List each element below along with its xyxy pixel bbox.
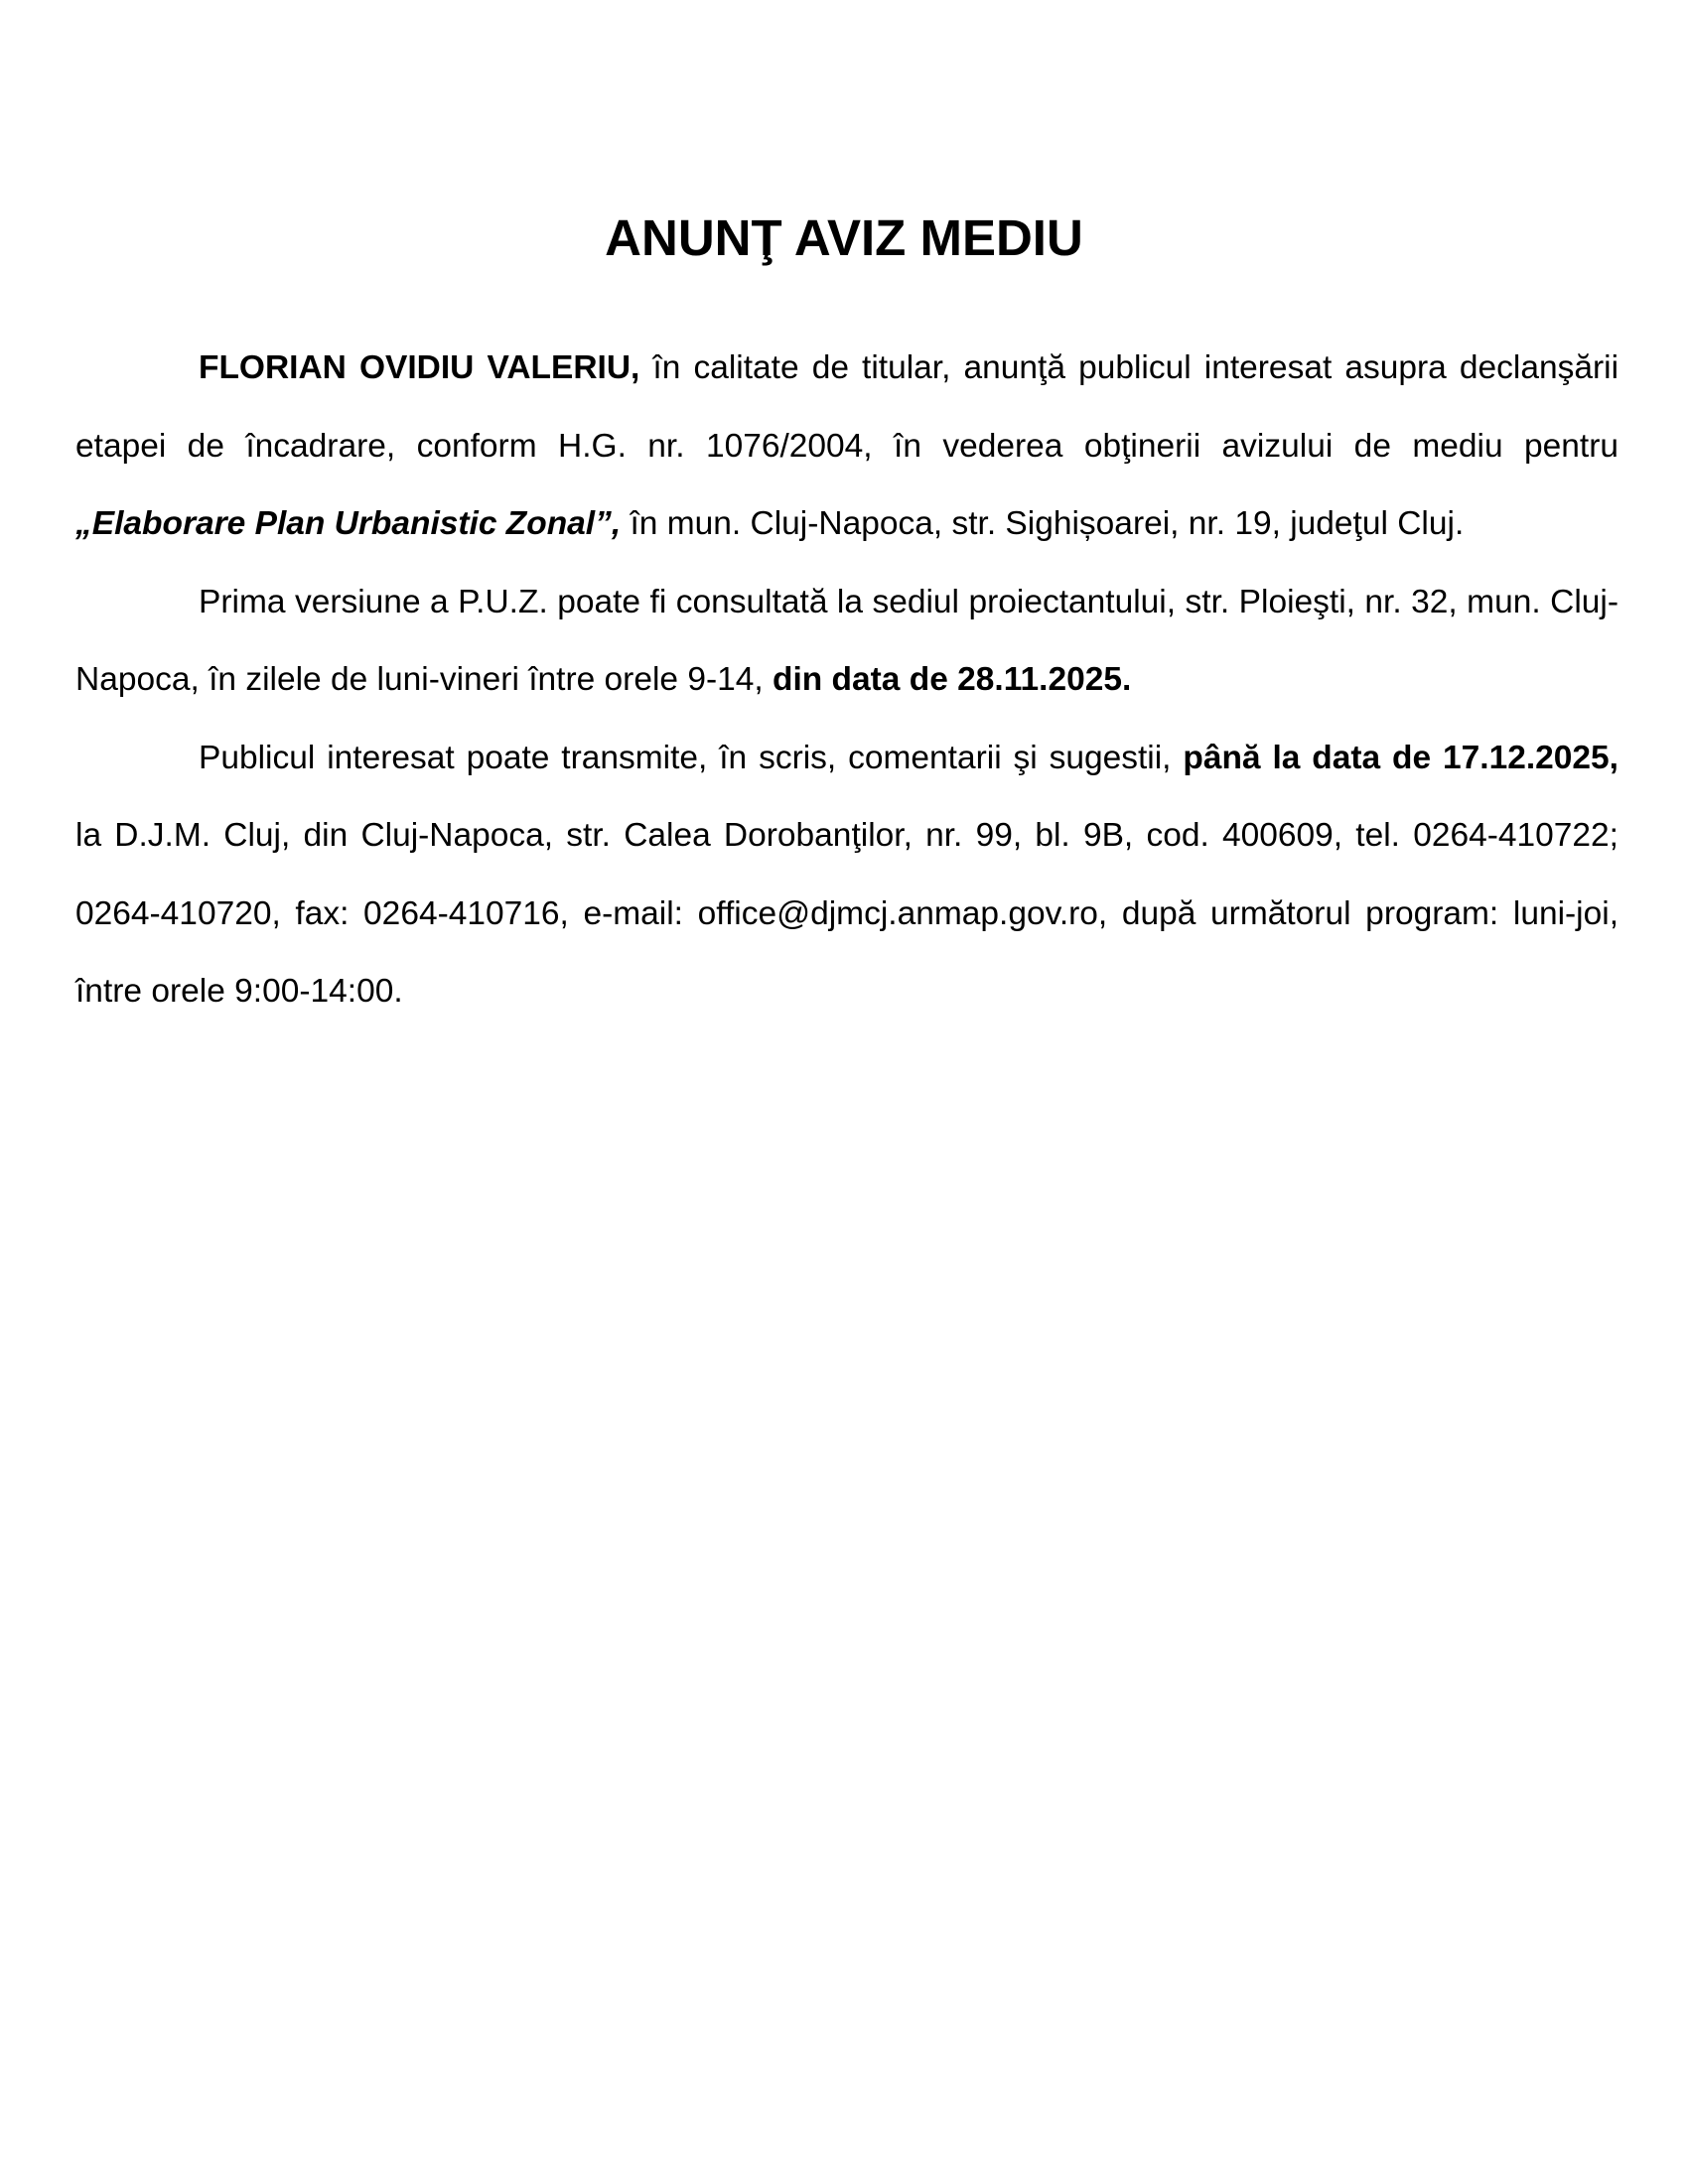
comments-deadline: până la data de 17.12.2025, (1183, 739, 1618, 776)
paragraph-text: Publicul interesat poate transmite, în scris, comentarii şi sugestii, (199, 739, 1184, 776)
paragraph-text: la D.J.M. Cluj, din Cluj-Napoca, str. Calea Dorobanţilor, nr. 99, bl. 9B, cod. 400609, tel. 0264-410722; 0264-410720, fax: 0264-410716, e-mail: office@djmcj.anmap.gov.ro, după următorul program: luni-joi, între orele 9:00-14:00. (75, 817, 1618, 1010)
paragraph-applicant (75, 330, 1618, 564)
page-title: ANUNŢ AVIZ MEDIU (605, 209, 1083, 266)
paragraph-comments (75, 720, 1618, 1031)
applicant-name: FLORIAN OVIDIU VALERIU, (199, 349, 640, 386)
project-name: „Elaborare Plan Urbanistic Zonal”, (75, 505, 622, 542)
paragraph-consultation (75, 564, 1618, 720)
consultation-date: din data de 28.11.2025. (773, 661, 1132, 698)
paragraph-text: Prima versiune a P.U.Z. poate fi consultată la sediul proiectantului, str. Ploieşti, nr. 32, mun. Cluj-Napoca, în zilele de luni-vineri între orele 9-14, (75, 583, 1618, 698)
announcement-body (75, 330, 1618, 1031)
paragraph-text: în mun. Cluj-Napoca, str. Sighișoarei, nr. 19, judeţul Cluj. (621, 505, 1465, 542)
paragraph-text: în calitate de titular, anunţă publicul interesat asupra declanşării etapei de încadrare, conform H.G. nr. 1076/2004, în vederea obţinerii avizului de mediu pentru (75, 349, 1619, 465)
